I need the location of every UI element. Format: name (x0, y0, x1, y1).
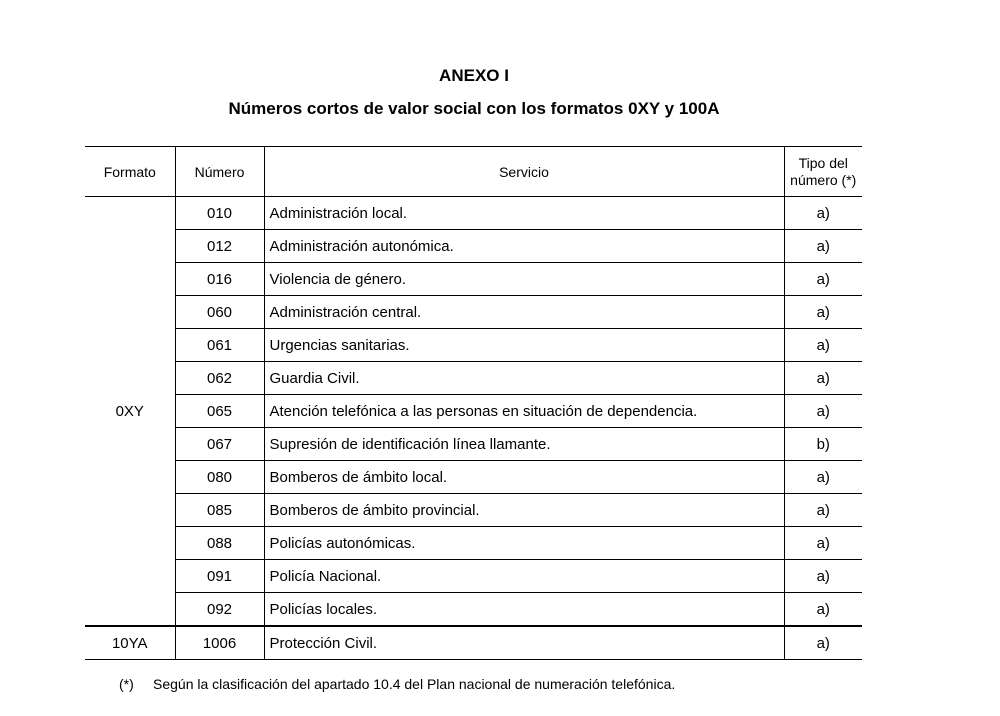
servicio-cell: Policía Nacional. (264, 560, 784, 593)
tipo-cell: a) (784, 296, 862, 329)
tipo-cell: a) (784, 494, 862, 527)
short-numbers-table (85, 146, 862, 660)
tipo-cell: a) (784, 197, 862, 230)
footnote-mark: (*) (119, 676, 134, 692)
table-row (85, 626, 862, 660)
table-row (85, 263, 862, 296)
table-row (85, 296, 862, 329)
table-header-row (85, 147, 862, 197)
numero-cell: 065 (175, 395, 264, 428)
table-row (85, 461, 862, 494)
numero-cell: 012 (175, 230, 264, 263)
tipo-cell: a) (784, 395, 862, 428)
header-tipo-line2: número (*) (790, 171, 857, 188)
formato-cell: 0XY (85, 197, 175, 627)
numero-cell: 061 (175, 329, 264, 362)
table-row (85, 527, 862, 560)
footnote (119, 676, 675, 692)
numero-cell: 1006 (175, 626, 264, 660)
header-tipo-line1: Tipo del (798, 154, 848, 171)
numero-cell: 092 (175, 593, 264, 627)
table-row (85, 560, 862, 593)
numero-cell: 080 (175, 461, 264, 494)
numero-cell: 010 (175, 197, 264, 230)
tipo-cell: a) (784, 626, 862, 660)
table-row (85, 230, 862, 263)
tipo-cell: a) (784, 329, 862, 362)
servicio-cell: Protección Civil. (264, 626, 784, 660)
footnote-text: Según la clasificación del apartado 10.4 del Plan nacional de numeración telefónica. (153, 676, 676, 692)
annex-title: ANEXO I (439, 66, 509, 85)
tipo-cell: a) (784, 560, 862, 593)
table-row (85, 593, 862, 627)
tipo-cell: a) (784, 461, 862, 494)
servicio-cell: Bomberos de ámbito provincial. (264, 494, 784, 527)
table-row (85, 197, 862, 230)
table-row (85, 362, 862, 395)
numero-cell: 060 (175, 296, 264, 329)
servicio-cell: Atención telefónica a las personas en situación de dependencia. (264, 395, 784, 428)
header-servicio: Servicio (264, 147, 784, 197)
tipo-cell: a) (784, 230, 862, 263)
numero-cell: 062 (175, 362, 264, 395)
numero-cell: 016 (175, 263, 264, 296)
numero-cell: 091 (175, 560, 264, 593)
servicio-cell: Guardia Civil. (264, 362, 784, 395)
servicio-cell: Policías autonómicas. (264, 527, 784, 560)
table-row (85, 428, 862, 461)
tipo-cell: a) (784, 527, 862, 560)
servicio-cell: Policías locales. (264, 593, 784, 627)
servicio-cell: Supresión de identificación línea llamante. (264, 428, 784, 461)
header-numero: Número (175, 147, 264, 197)
servicio-cell: Urgencias sanitarias. (264, 329, 784, 362)
numero-cell: 085 (175, 494, 264, 527)
tipo-cell: a) (784, 263, 862, 296)
numero-cell: 067 (175, 428, 264, 461)
servicio-cell: Administración local. (264, 197, 784, 230)
tipo-cell: b) (784, 428, 862, 461)
table-row (85, 494, 862, 527)
tipo-cell: a) (784, 362, 862, 395)
table-body (85, 197, 862, 660)
servicio-cell: Administración autonómica. (264, 230, 784, 263)
tipo-cell: a) (784, 593, 862, 627)
table-row (85, 329, 862, 362)
servicio-cell: Administración central. (264, 296, 784, 329)
numero-cell: 088 (175, 527, 264, 560)
formato-cell: 10YA (85, 626, 175, 660)
servicio-cell: Bomberos de ámbito local. (264, 461, 784, 494)
table-row (85, 395, 862, 428)
annex-subtitle: Números cortos de valor social con los formatos 0XY y 100A (228, 99, 720, 118)
header-tipo (784, 147, 862, 197)
header-formato: Formato (85, 147, 175, 197)
servicio-cell: Violencia de género. (264, 263, 784, 296)
